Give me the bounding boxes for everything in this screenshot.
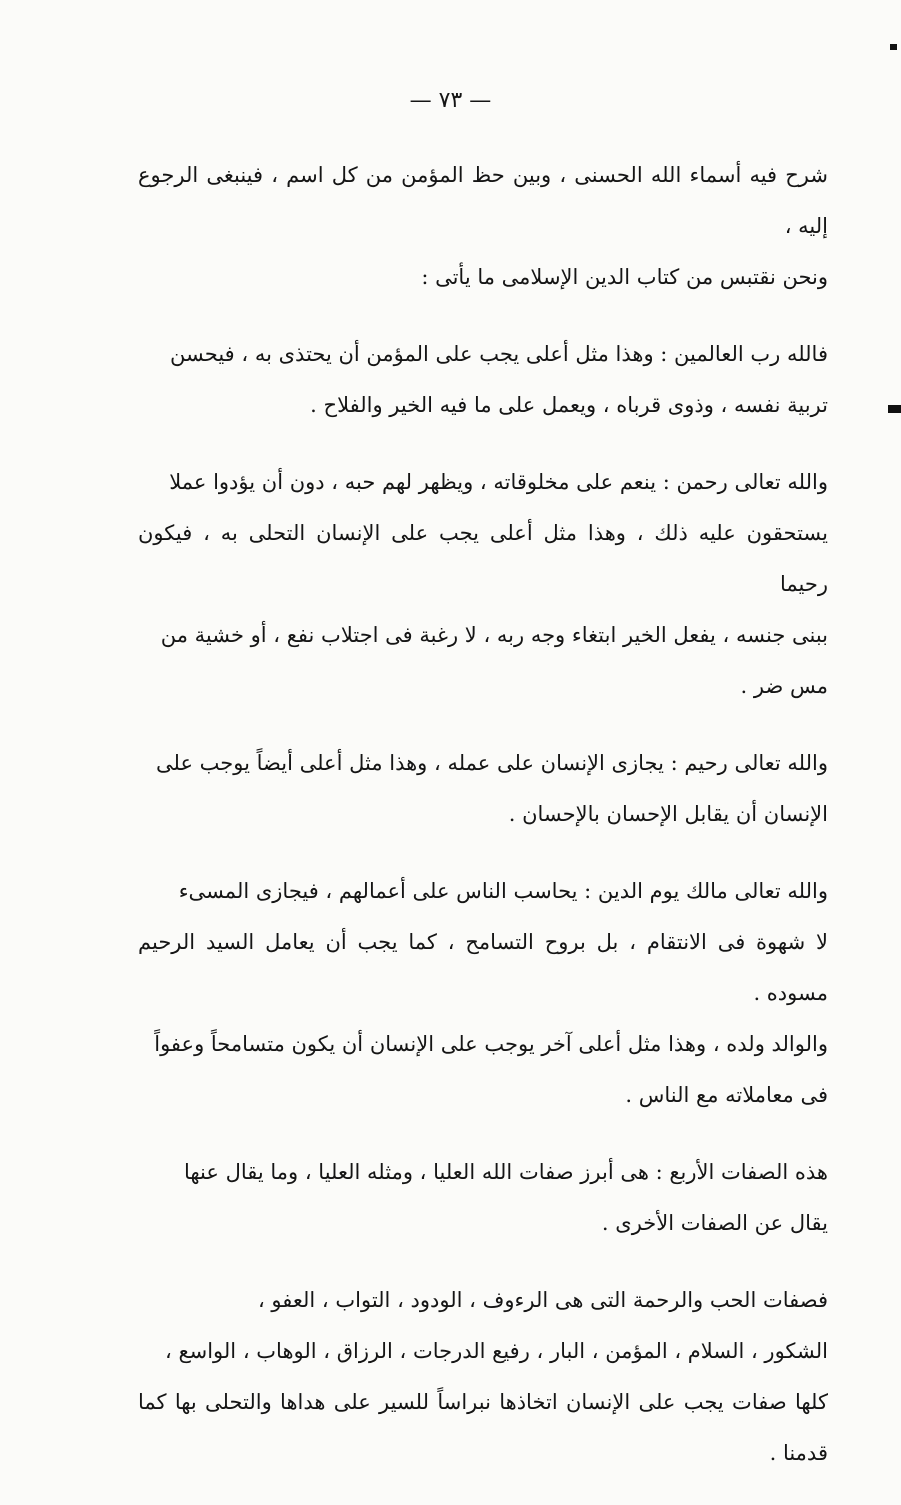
paragraph bbox=[138, 1275, 828, 1479]
paragraph bbox=[138, 866, 828, 1121]
paragraph bbox=[138, 329, 828, 431]
scan-mark bbox=[890, 44, 897, 50]
text-line: والله تعالى رحيم : يجازى الإنسان على عمله ، وهذا مثل أعلى أيضاً يوجب على bbox=[155, 751, 828, 775]
text-line: تربية نفسه ، وذوى قرباه ، ويعمل على ما فيه الخير والفلاح . bbox=[310, 393, 828, 417]
text-line: فى معاملاته مع الناس . bbox=[625, 1083, 828, 1107]
text-line: هذه الصفات الأربع : هى أبرز صفات الله العليا ، ومثله العليا ، وما يقال عنها bbox=[183, 1160, 828, 1184]
page-number: — ٧٣ — bbox=[409, 88, 492, 113]
text-line: كلها صفات يجب على الإنسان اتخاذها نبراساً للسير على هداها والتحلى بها كما قدمنا . bbox=[138, 1390, 828, 1465]
text-line: والوالد ولده ، وهذا مثل أعلى آخر يوجب على الإنسان أن يكون متسامحاً وعفواً bbox=[154, 1032, 828, 1056]
text-line: مس ضر . bbox=[740, 674, 828, 698]
paragraph bbox=[138, 150, 828, 303]
paragraph bbox=[138, 1147, 828, 1249]
paragraph bbox=[138, 738, 828, 840]
text-line: يستحقون عليه ذلك ، وهذا مثل أعلى يجب على الإنسان التحلى به ، فيكون رحيما bbox=[138, 521, 828, 596]
text-line: الشكور ، السلام ، المؤمن ، البار ، رفيع الدرجات ، الرزاق ، الوهاب ، الواسع ، bbox=[165, 1339, 828, 1363]
text-line: ببنى جنسه ، يفعل الخير ابتغاء وجه ربه ، لا رغبة فى اجتلاب نفع ، أو خشية من bbox=[160, 623, 828, 647]
text-line: والله تعالى رحمن : ينعم على مخلوقاته ، ويظهر لهم حبه ، دون أن يؤدوا عملا bbox=[169, 470, 828, 494]
text-line: لا شهوة فى الانتقام ، بل بروح التسامح ، كما يجب أن يعامل السيد الرحيم مسوده . bbox=[138, 930, 828, 1005]
scan-mark bbox=[888, 405, 901, 413]
text-line: فالله رب العالمين : وهذا مثل أعلى يجب على المؤمن أن يحتذى به ، فيحسن bbox=[170, 342, 828, 366]
text-line: الإنسان أن يقابل الإحسان بالإحسان . bbox=[508, 802, 828, 826]
text-line: فصفات الحب والرحمة التى هى الرءوف ، الودود ، التواب ، العفو ، bbox=[257, 1288, 828, 1312]
text-line: يقال عن الصفات الأخرى . bbox=[601, 1211, 828, 1235]
text-line: والله تعالى مالك يوم الدين : يحاسب الناس على أعمالهم ، فيجازى المسىء bbox=[178, 879, 828, 903]
page-body bbox=[138, 150, 828, 1505]
paragraph bbox=[138, 457, 828, 712]
text-line: ونحن نقتبس من كتاب الدين الإسلامى ما يأتى : bbox=[421, 265, 828, 289]
text-line: شرح فيه أسماء الله الحسنى ، وبين حظ المؤمن من كل اسم ، فينبغى الرجوع إليه ، bbox=[138, 163, 828, 238]
